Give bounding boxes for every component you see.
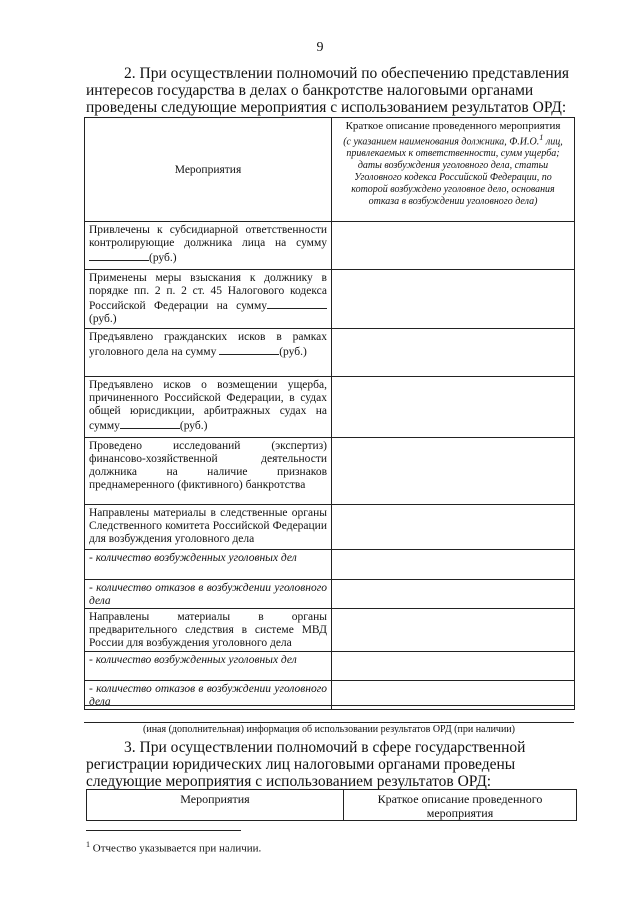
footnote-mark: 1	[539, 133, 544, 142]
unit-label: (руб.)	[279, 346, 307, 358]
header-measures: Мероприятия	[85, 118, 332, 222]
header-description: Краткое описание проведенного мероприятия	[344, 790, 577, 821]
row-ic-refusals: - количество отказов в возбуждении уголовного дела	[85, 580, 332, 609]
section-3-line-3: следующие мероприятия с использованием результатов ОРД:	[86, 773, 492, 790]
header-measures: Мероприятия	[87, 790, 344, 821]
row-description-cell[interactable]	[332, 438, 575, 505]
section-3-line-2: регистрации юридических лиц налоговыми органами проведены	[86, 756, 516, 773]
row-subsidiary-liability	[85, 222, 332, 270]
row-description-cell[interactable]	[332, 505, 575, 550]
row-expert-studies: Проведено исследований (экспертиз) финансово-хозяйственной деятельности должника на наличие признаков преднамеренного (фиктивного) банкротства	[85, 438, 332, 505]
row-materials-ic: Направлены материалы в следственные органы Следственного комитета Российской Федерации для возбуждения уголовного дела	[85, 505, 332, 550]
additional-info-line-1[interactable]	[84, 705, 574, 706]
table-row	[85, 609, 575, 652]
unit-label: (руб.)	[179, 420, 208, 432]
row-text: Привлечены к субсидиарной ответственности контролирующие должника лица на сумму	[89, 224, 327, 249]
measures-table-registration	[86, 789, 577, 821]
row-text: Применены меры взыскания к должнику в порядке пп. 2 п. 2 ст. 45 Налогового кодекса Российской Федерации на сумму	[89, 272, 327, 312]
amount-blank[interactable]	[89, 250, 149, 261]
section-3-line-1: 3. При осуществлении полномочий в сфере государственной	[124, 739, 526, 756]
amount-blank[interactable]	[219, 344, 279, 355]
table-row	[85, 222, 575, 270]
row-description-cell[interactable]	[332, 270, 575, 329]
hint-text: (с указанием наименования должника, Ф.И.О.	[343, 136, 540, 148]
additional-info-line-2[interactable]	[84, 722, 574, 723]
row-civil-claims	[85, 329, 332, 377]
footnote-mark: 1	[86, 840, 90, 849]
row-materials-mvd: Направлены материалы в органы предварительного следствия в системе МВД России для возбуждения уголовного дела	[85, 609, 332, 652]
row-description-cell[interactable]	[332, 652, 575, 681]
table-row	[85, 377, 575, 438]
table-row	[85, 270, 575, 329]
table-row	[85, 438, 575, 505]
section-2-line-1: 2. При осуществлении полномочий по обеспечению представления	[124, 65, 570, 82]
row-text: Предъявлено гражданских исков в рамках уголовного дела на сумму	[89, 331, 327, 358]
table-row	[85, 550, 575, 580]
header-description	[332, 118, 575, 222]
table-row	[85, 329, 575, 377]
row-text: Предъявлено исков о возмещении ущерба, причиненного Российской Федерации, в судах общей юрисдикции, арбитражных судах на сумму	[89, 379, 327, 432]
unit-label: (руб.)	[89, 313, 117, 325]
amount-blank[interactable]	[120, 418, 180, 429]
unit-label: (руб.)	[149, 252, 177, 264]
table-header-row	[85, 118, 575, 222]
footnote-separator	[86, 830, 241, 831]
row-description-cell[interactable]	[332, 550, 575, 580]
table-header-row	[87, 790, 577, 821]
header-description-title: Краткое описание проведенного мероприятия	[345, 120, 561, 132]
footnote	[86, 840, 261, 855]
table-row	[85, 505, 575, 550]
row-description-cell[interactable]	[332, 377, 575, 438]
row-description-cell[interactable]	[332, 580, 575, 609]
hint-text-rest: лиц, привлекаемых к ответственности, сумм ущерба; даты возбуждения уголовного дела, статьи Уголовного кодекса Российской Федерации, по которой возбуждено уголовное дело, основания отказа в возбуждении уголовного дела)	[346, 136, 563, 208]
row-description-cell[interactable]	[332, 329, 575, 377]
row-damage-claims	[85, 377, 332, 438]
row-mvd-cases-initiated: - количество возбужденных уголовных дел	[85, 652, 332, 681]
additional-info-caption: (иная (дополнительная) информация об использовании результатов ОРД (при наличии)	[143, 724, 515, 735]
row-ic-cases-initiated: - количество возбужденных уголовных дел	[85, 550, 332, 580]
amount-blank[interactable]	[267, 298, 327, 309]
header-description-hint	[336, 132, 570, 208]
table-row	[85, 652, 575, 681]
row-description-cell[interactable]	[332, 222, 575, 270]
table-row	[85, 580, 575, 609]
page-number: 9	[316, 40, 324, 55]
section-2-line-2: интересов государства в делах о банкротстве налоговыми органами	[86, 82, 534, 99]
row-recovery-measures	[85, 270, 332, 329]
section-3-intro	[86, 739, 572, 790]
footnote-text: Отчество указывается при наличии.	[92, 842, 262, 855]
row-description-cell[interactable]	[332, 609, 575, 652]
section-2-line-3: проведены следующие мероприятия с использованием результатов ОРД:	[86, 99, 567, 116]
row-mvd-refusals: - количество отказов в возбуждении уголовного дела	[85, 681, 332, 710]
measures-table-bankruptcy	[84, 117, 575, 710]
section-2-intro	[86, 65, 572, 116]
